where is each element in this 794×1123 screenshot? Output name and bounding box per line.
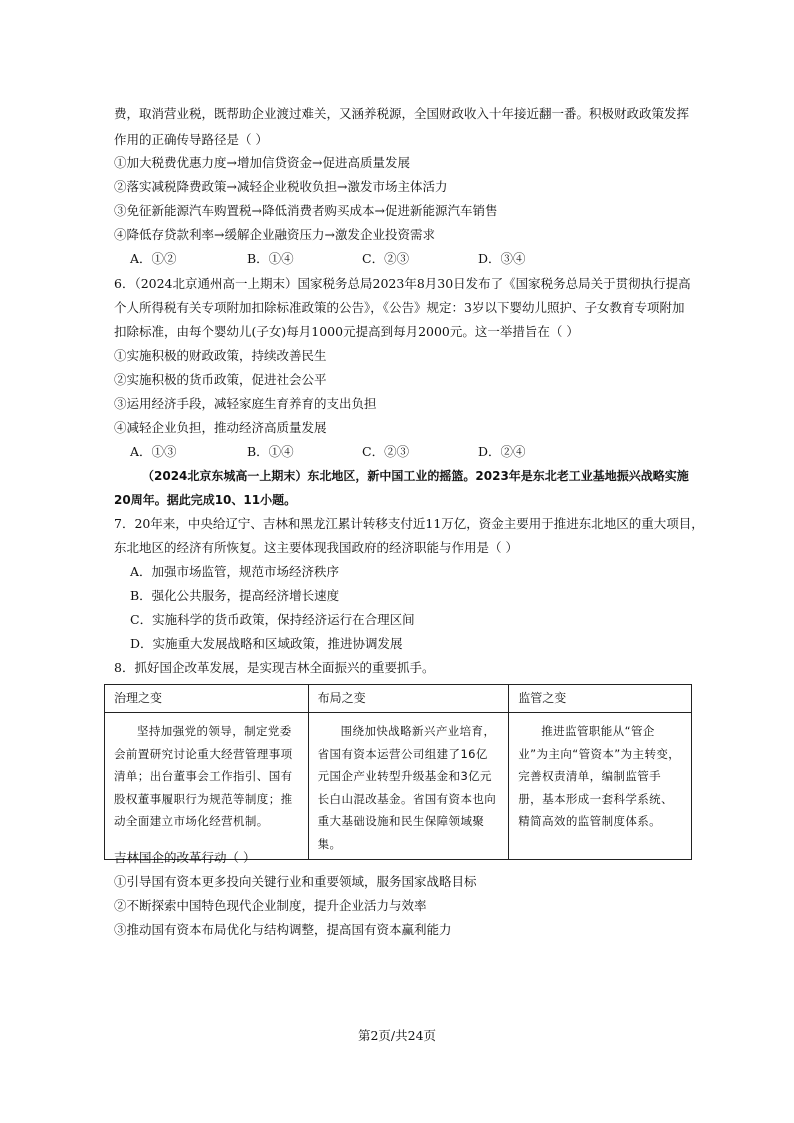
q8-table-header-layout: 布局之变 [308,685,509,713]
q8-reform-table [104,684,692,860]
page-number-footer: 第2页/共24页 [357,1028,437,1043]
q6-option-2: ②实施积极的货币政策，促进社会公平 [114,372,327,387]
q6-option-4: ④减轻企业负担，推动经济高质量发展 [114,420,327,435]
q8-table-body-row [105,713,692,860]
q6-text-line-3: 扣除标准，由每个婴幼儿(子女)每月1000元提高到每月2000元。这一举措旨在（ ） [114,324,579,339]
q8-option-1: ①引导国有资本更多投向关键行业和重要领域，服务国家战略目标 [114,874,477,889]
q5-option-3: ③免征新能源汽车购置税→降低消费者购买成本→促进新能源汽车销售 [114,203,498,218]
q5-option-4: ④降低存贷款利率→缓解企业融资压力→激发企业投资需求 [114,227,435,242]
q5-text-line-1: 费，取消营业税，既帮助企业渡过难关，又涵养税源，全国财政收入十年接近翻一番。积极财政政策发挥 [114,106,690,121]
q5-text-line-2: 作用的正确传导路径是（ ） [114,132,268,147]
q5-option-1: ①加大税费优惠力度→增加信贷资金→促进高质量发展 [114,155,410,170]
q8-table-header-row [105,685,692,713]
q5-choice-d: D．③④ [478,251,526,266]
q8-option-3: ③推动国有资本布局优化与结构调整，提高国有资本赢利能力 [114,922,452,937]
q7-choice-c: C．实施科学的货币政策，保持经济运行在合理区间 [130,612,415,627]
q6-option-3: ③运用经济手段，减轻家庭生育养育的支出负担 [114,396,377,411]
q6-text-line-1: 6．（2024北京通州高一上期末）国家税务总局2023年8月30日发布了《国家税务总局关于贯彻执行提高 [114,276,691,291]
q7-choice-b: B．强化公共服务，提高经济增长速度 [130,588,340,603]
q7-choice-a: A．加强市场监管，规范市场经济秩序 [130,564,340,579]
q8-table-header-supervision: 监管之变 [509,685,692,713]
q5-choice-c: C．②③ [362,251,410,266]
q7-choice-d: D．实施重大发展战略和区域政策，推进协调发展 [130,636,403,651]
material-intro-line-2: 20周年。据此完成10、11小题。 [114,493,297,507]
q6-choice-c: C．②③ [362,444,410,459]
q8-table-cell-layout: 围绕加快战略新兴产业培育，省国有资本运营公司组建了16亿元国企产业转型升级基金和3亿元长白山混改基金。省国有资本也向重大基础设施和民生保障领域聚集。 [317,724,497,851]
q6-choice-d: D．②④ [478,444,526,459]
q8-table-cell-governance: 坚持加强党的领导，制定党委会前置研究讨论重大经营管理事项清单；出台董事会工作指引、国有股权董事履职行为规范等制度；推动全面建立市场化经营机制。 [114,724,293,828]
q8-stem: 吉林国企的改革行动（ ） [114,850,256,865]
q6-text-line-2: 个人所得税有关专项附加扣除标准政策的公告》，《公告》规定：3岁以下婴幼儿照护、子女教育专项附加 [114,300,685,315]
q8-option-2: ②不断探索中国特色现代企业制度，提升企业活力与效率 [114,898,427,913]
q8-text-line-1: 8．抓好国企改革发展，是实现吉林全面振兴的重要抓手。 [114,660,435,675]
q6-choice-a: A．①③ [130,444,177,459]
q6-choice-b: B．①④ [247,444,294,459]
q8-table-cell-supervision: 推进监管职能从“管企业”为主向“管资本”为主转变，完善权责清单，编制监管手册，基本形成一套科学系统、精简高效的监管制度体系。 [518,724,681,828]
q5-choice-b: B．①④ [247,251,294,266]
q8-table-header-governance: 治理之变 [105,685,309,713]
q6-option-1: ①实施积极的财政政策，持续改善民生 [114,348,327,363]
q7-text-line-2: 东北地区的经济有所恢复。这主要体现我国政府的经济职能与作用是（ ） [114,540,518,555]
q7-text-line-1: 7．20年来，中央给辽宁、吉林和黑龙江累计转移支付近11万亿，资金主要用于推进东北地区的重大项目， [114,516,704,531]
material-intro-line-1: （2024北京东城高一上期末）东北地区，新中国工业的摇篮。2023年是东北老工业基地振兴战略实施 [142,469,689,483]
q5-choice-a: A．①② [130,251,177,266]
q5-option-2: ②落实减税降费政策→减轻企业税收负担→激发市场主体活力 [114,179,448,194]
